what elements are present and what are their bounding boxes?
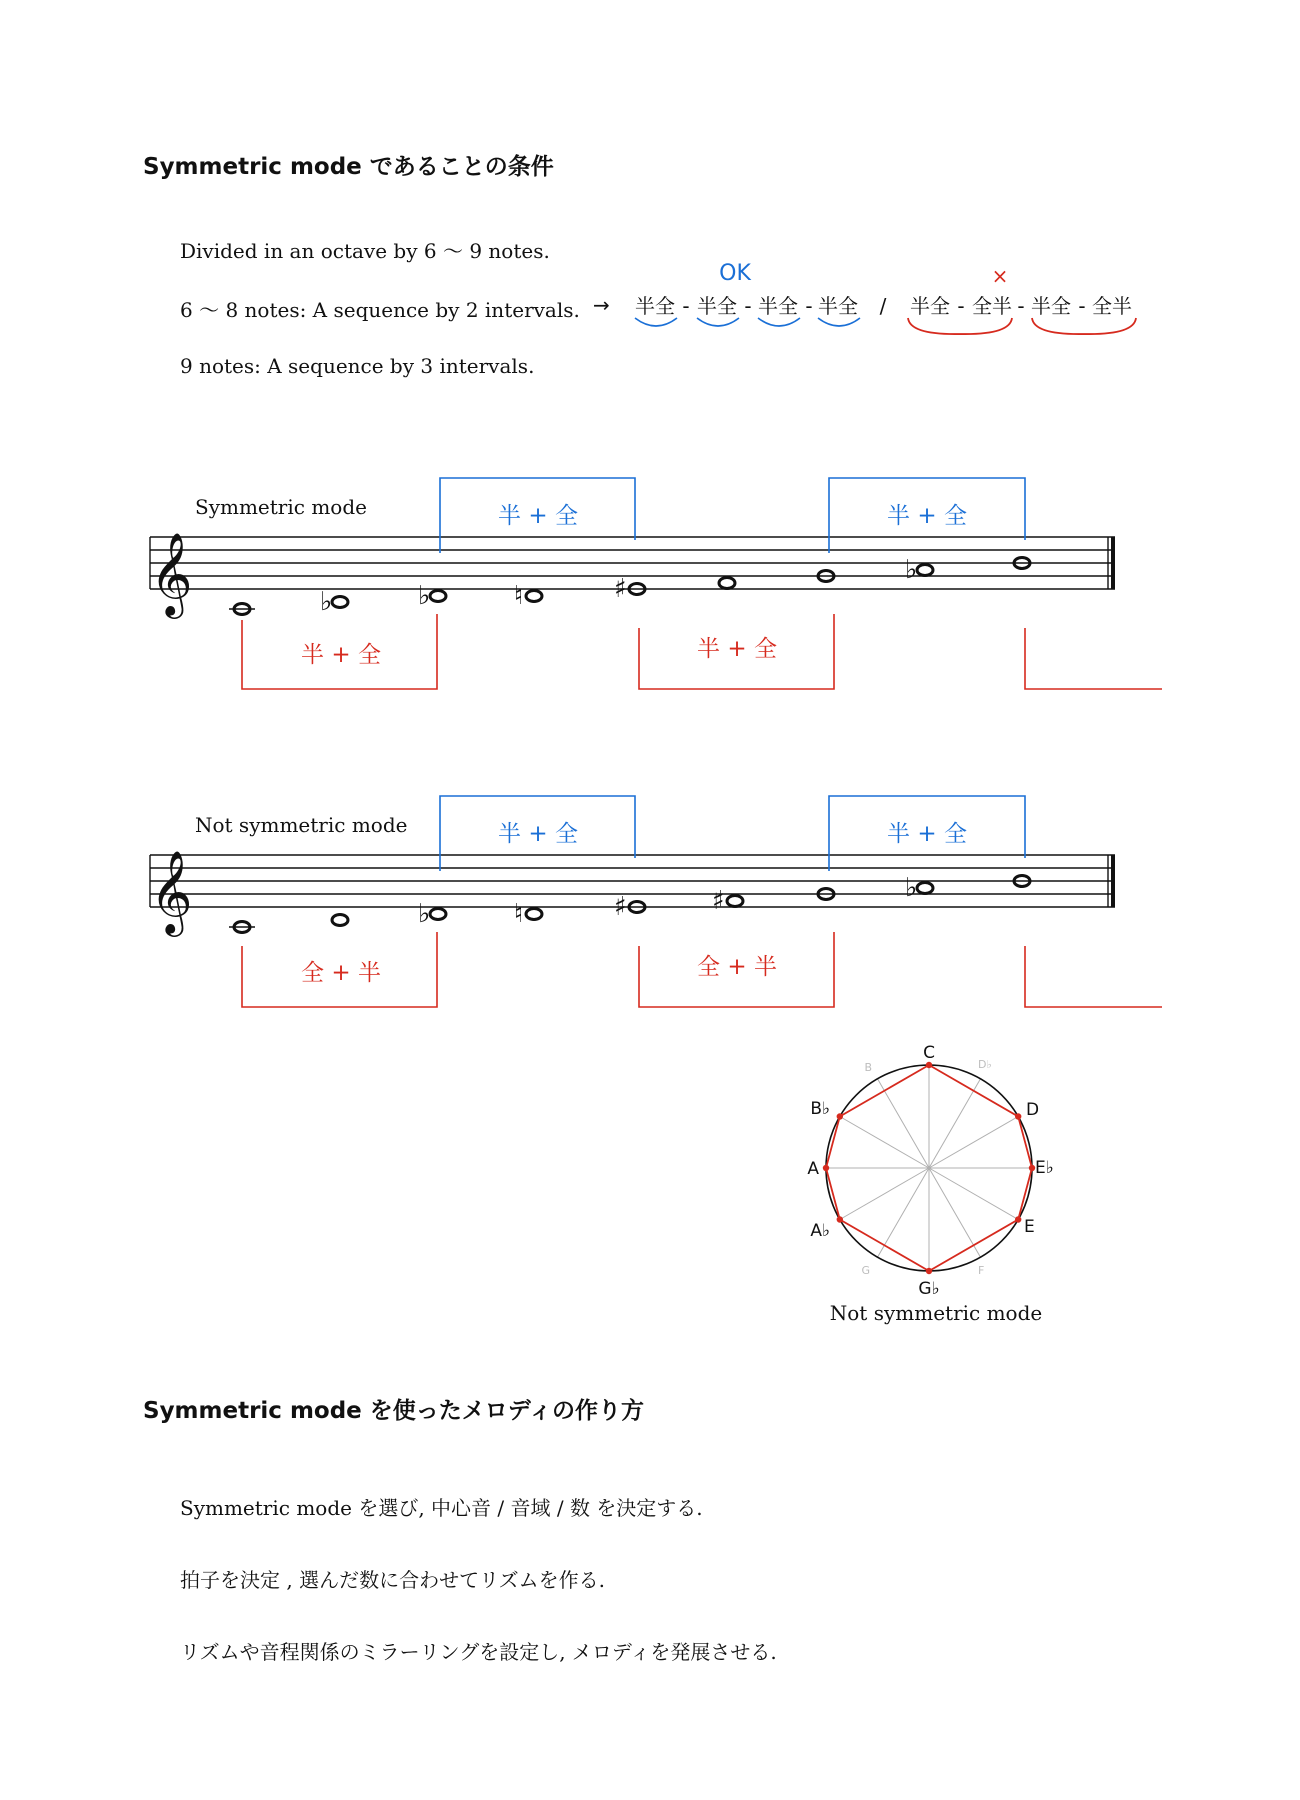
scale-dot [1015, 1216, 1021, 1222]
ng-dash-3: - [1078, 294, 1086, 318]
natural-icon: ♮ [514, 899, 524, 929]
spoke [840, 1168, 929, 1220]
flat-icon: ♭ [905, 873, 918, 903]
label-d: D [1026, 1100, 1040, 1120]
note-e [526, 591, 542, 602]
sequence-arrow: → [593, 293, 610, 317]
label-b-flat: B♭ [810, 1099, 830, 1119]
spoke [878, 1079, 930, 1168]
staff-not-symmetric [150, 796, 1162, 1007]
method-line-3: リズムや音程関係のミラーリングを設定し, メロディを発展させる. [180, 1640, 777, 1664]
staff2-lines [150, 855, 1115, 907]
ok-arc-1 [635, 318, 677, 326]
staff1-label: Symmetric mode [195, 495, 367, 519]
interval-sequence [593, 261, 1136, 334]
ok-label: OK [719, 261, 751, 286]
scale-dot [926, 1268, 932, 1274]
note-b-flat [917, 565, 933, 576]
ok-arc-4 [818, 318, 860, 326]
label-e: E [1024, 1217, 1035, 1237]
label-a: A [807, 1159, 819, 1179]
staff2-red-label-1: 全 + 半 [301, 960, 381, 986]
condition-line-3: 9 notes: A sequence by 3 intervals. [180, 354, 535, 378]
circle-caption: Not symmetric mode [829, 1301, 1043, 1325]
section2-title: Symmetric mode を使ったメロディの作り方 [143, 1398, 644, 1424]
section1-title: Symmetric mode であることの条件 [143, 154, 554, 180]
flat-icon: ♭ [418, 899, 431, 929]
label-b: B [864, 1061, 872, 1074]
label-f: F [978, 1264, 985, 1277]
spoke [929, 1168, 981, 1257]
staff2-label: Not symmetric mode [195, 813, 408, 837]
ng-seq-1: 半全 [910, 294, 950, 318]
pitch-class-circle [807, 1043, 1053, 1325]
ok-arc-3 [758, 318, 800, 326]
ok-arc-2 [697, 318, 739, 326]
note-b-flat [917, 883, 933, 894]
scale-dot [837, 1113, 843, 1119]
treble-clef-icon: 𝄞 [150, 531, 193, 615]
ok-seq-4: 半全 [818, 294, 858, 318]
spoke [878, 1168, 930, 1257]
spoke [929, 1117, 1018, 1169]
ng-dash-1: - [957, 294, 965, 318]
sharp-icon: ♯ [614, 892, 627, 922]
staff1-lines [150, 537, 1115, 589]
staff2-blue-label-1: 半 + 全 [498, 821, 578, 847]
ok-seq-3: 半全 [758, 294, 798, 318]
ng-arc-1 [908, 318, 1012, 334]
scale-dot [837, 1216, 843, 1222]
ok-dash-2: - [744, 294, 752, 318]
condition-line-2: 6 〜 8 notes: A sequence by 2 intervals. [180, 298, 580, 322]
treble-clef-icon: 𝄞 [150, 849, 193, 933]
scale-dot [823, 1165, 829, 1171]
note-e-flat [430, 909, 446, 920]
note-e-flat [430, 591, 446, 602]
staff1-blue-label-1: 半 + 全 [498, 503, 578, 529]
ok-dash-1: - [682, 294, 690, 318]
natural-icon: ♮ [514, 581, 524, 611]
label-c: C [923, 1043, 935, 1063]
ng-seq-4: 全半 [1092, 294, 1132, 318]
sharp-icon: ♯ [614, 574, 627, 604]
staff-symmetric [150, 478, 1162, 689]
ok-dash-3: - [805, 294, 813, 318]
red-bracket-3 [1025, 628, 1162, 689]
note-d-flat [332, 597, 348, 608]
staff2-blue-label-2: 半 + 全 [887, 821, 967, 847]
label-a-flat: A♭ [810, 1221, 830, 1241]
staff1-accidentals [320, 555, 917, 617]
flat-icon: ♭ [418, 581, 431, 611]
circle-spokes [826, 1065, 1032, 1271]
sharp-icon: ♯ [712, 886, 725, 916]
scale-dot [1015, 1113, 1021, 1119]
staff2-red-label-2: 全 + 半 [697, 954, 777, 980]
flat-icon: ♭ [905, 555, 918, 585]
staff1-blue-label-2: 半 + 全 [887, 503, 967, 529]
ng-label: × [991, 264, 1009, 288]
label-d-flat: D♭ [978, 1058, 992, 1071]
label-g-flat: G♭ [918, 1279, 940, 1299]
note-g [719, 578, 735, 589]
ok-underline-arcs [635, 318, 860, 326]
label-e-flat: E♭ [1035, 1158, 1054, 1178]
ng-seq-2: 全半 [972, 294, 1012, 318]
spoke [929, 1168, 1018, 1220]
note-g-sharp [727, 896, 743, 907]
staff1-red-label-1: 半 + 全 [301, 642, 381, 668]
sequence-slash: / [879, 294, 887, 318]
ng-underline-arcs [908, 318, 1136, 334]
note-d [332, 915, 348, 926]
note-e [526, 909, 542, 920]
method-line-1: Symmetric mode を選び, 中心音 / 音域 / 数 を決定する. [180, 1496, 703, 1520]
ng-dash-2: - [1017, 294, 1025, 318]
spoke [929, 1079, 981, 1168]
ng-arc-2 [1032, 318, 1136, 334]
ng-seq-3: 半全 [1031, 294, 1071, 318]
ok-seq-2: 半全 [697, 294, 737, 318]
condition-line-1: Divided in an octave by 6 〜 9 notes. [180, 239, 550, 263]
spoke [840, 1117, 929, 1169]
red-bracket-3 [1025, 946, 1162, 1007]
label-g: G [861, 1264, 870, 1277]
method-line-2: 拍子を決定 , 選んだ数に合わせてリズムを作る. [180, 1568, 606, 1592]
ok-seq-1: 半全 [635, 294, 675, 318]
flat-icon: ♭ [320, 587, 333, 617]
staff1-red-label-2: 半 + 全 [697, 636, 777, 662]
